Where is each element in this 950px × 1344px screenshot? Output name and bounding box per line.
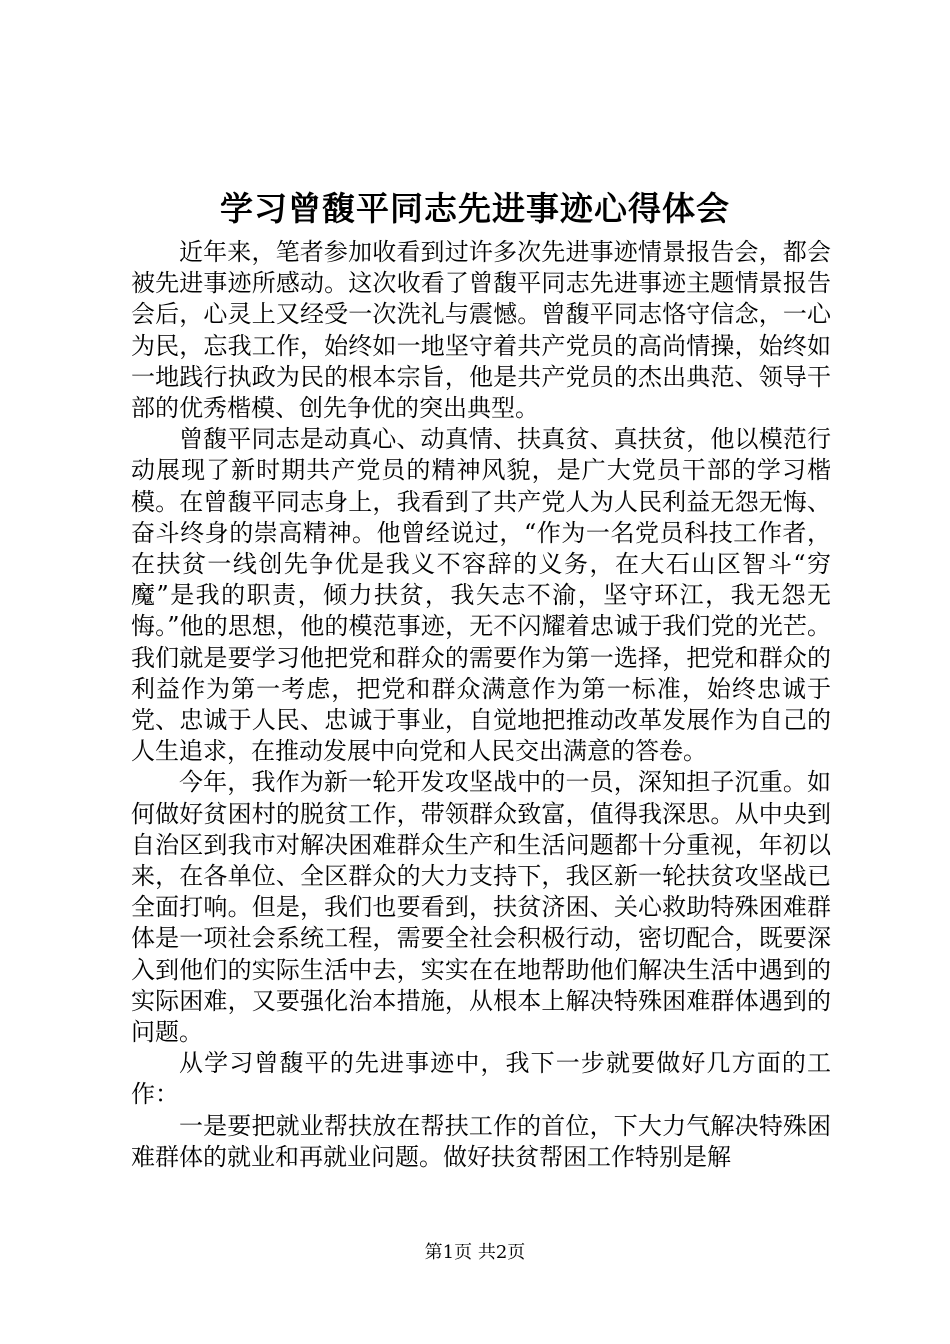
paragraph: 曾馥平同志是动真心、动真情、扶真贫、真扶贫，他以模范行动展现了新时期共产党员的精神风貌，是广大党员干部的学习楷模。在曾馥平同志身上，我看到了共产党人为人民利益无怨无悔、奋斗终身的崇高精神。他曾经说过，“作为一名党员科技工作者，在扶贫一线创先争优是我义不容辞的义务，在大石山区智斗“穷魔”是我的职责，倾力扶贫，我矢志不渝，坚守环江，我无怨无悔。”他的思想，他的模范事迹，无不闪耀着忠诚于我们党的光芒。我们就是要学习他把党和群众的需要作为第一选择，把党和群众的利益作为第一考虑，把党和群众满意作为第一标准，始终忠诚于党、忠诚于人民、忠诚于事业，自觉地把推动改革发展作为自己的人生追求，在推动发展中向党和人民交出满意的答卷。	[131, 425, 831, 766]
page-number-footer: 第1页 共2页	[424, 1242, 526, 1263]
document-title: 学习曾馥平同志先进事迹心得体会	[220, 189, 730, 228]
paragraph: 近年来，笔者参加收看到过许多次先进事迹情景报告会，都会被先进事迹所感动。这次收看了曾馥平同志先进事迹主题情景报告会后，心灵上又经受一次洗礼与震憾。曾馥平同志恪守信念，一心为民，忘我工作，始终如一地坚守着共产党员的高尚情操，始终如一地践行执政为民的根本宗旨，他是共产党员的杰出典范、领导干部的优秀楷模、创先争优的突出典型。	[131, 238, 831, 423]
paragraph: 一是要把就业帮扶放在帮扶工作的首位，下大力气解决特殊困难群体的就业和再就业问题。做好扶贫帮困工作特别是解	[131, 1111, 831, 1171]
paragraph: 今年，我作为新一轮开发攻坚战中的一员，深知担子沉重。如何做好贫困村的脱贫工作，带领群众致富，值得我深思。从中央到自治区到我市对解决困难群众生产和生活问题都十分重视，年初以来，在各单位、全区群众的大力支持下，我区新一轮扶贫攻坚战已全面打响。但是，我们也要看到，扶贫济困、关心救助特殊困难群体是一项社会系统工程，需要全社会积极行动，密切配合，既要深入到他们的实际生活中去，实实在在地帮助他们解决生活中遇到的实际困难，又要强化治本措施，从根本上解决特殊困难群体遇到的问题。	[131, 768, 831, 1047]
document-body	[131, 237, 831, 1173]
paragraph: 从学习曾馥平的先进事迹中，我下一步就要做好几方面的工作：	[131, 1049, 831, 1109]
